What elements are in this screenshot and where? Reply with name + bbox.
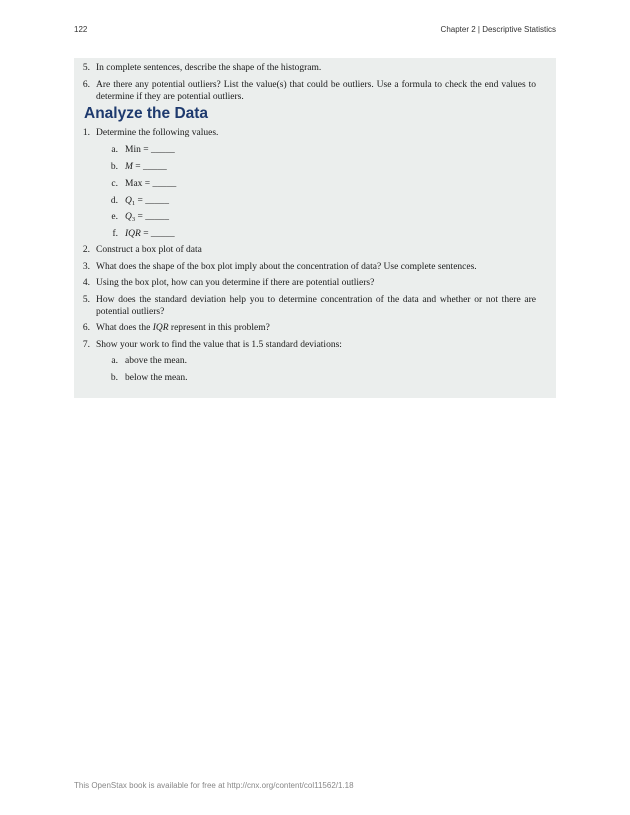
item-number: 6.	[82, 80, 90, 90]
item-number: 5.	[82, 63, 90, 73]
section-heading: Analyze the Data	[84, 105, 209, 122]
page-number: 122	[74, 25, 88, 34]
item-text: Are there any potential outliers? List the value(s) that could be outliers. Use a formula to check the end values to determine if they are potential outliers.	[96, 80, 536, 102]
item-text: In complete sentences, describe the shape of the histogram.	[96, 63, 322, 73]
footer-text: This OpenStax book is available for free at http://cnx.org/content/col11562/1.18	[74, 781, 354, 790]
chapter-title: Chapter 2 | Descriptive Statistics	[440, 25, 556, 34]
item-number: 1.	[82, 128, 90, 138]
exercise-box: 5. In complete sentences, describe the shape of the histogram. 6. Are there any potential outliers? List the value(s) that could be outliers. Use a formula to check the end values to determine if they are potential outliers. Analyze the Data 1. Determine the following values. a. Min = _____ b. M = _____ c. Max = _____ d. $Q_1$ = _____ e. $Q_3$ = _____ f. IQR = _____ 2. Construct a box plot of data 3. What does the shape of the box plot imply about the concentration of data? Use complete sentences. 4. Using the box plot, how can you determine if there are potential outliers? 5. How does the standard deviation help you to determine concentration of the data and whether or not there are potential outliers? 6. What does the IQR represent in this problem? 7. Show your work to find the value that is 1.5 standard deviations: a. above the mean. b. below the mean.	[74, 58, 556, 398]
item-text: Determine the following values.	[96, 128, 219, 138]
